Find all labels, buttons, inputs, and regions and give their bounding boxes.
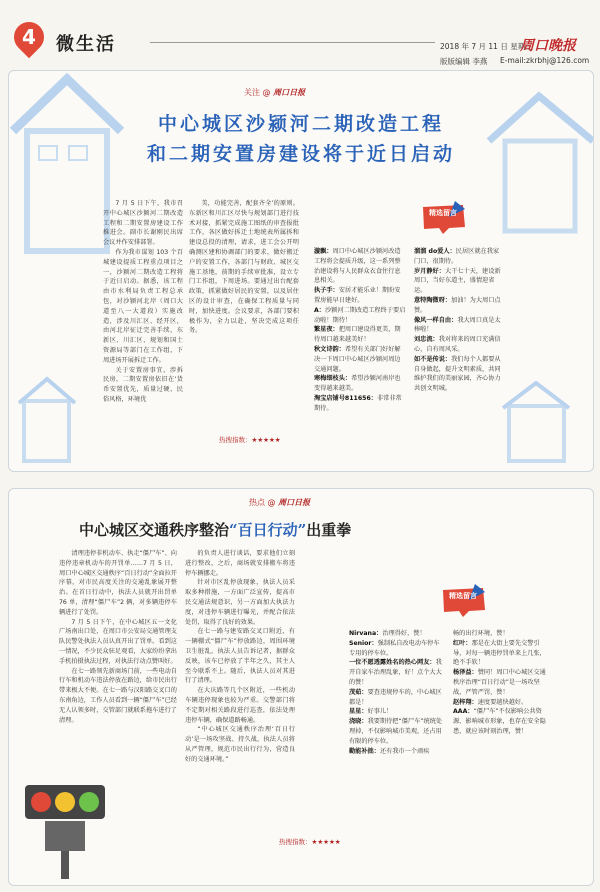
reader-comment bbox=[349, 747, 445, 757]
story-1-body-col2 bbox=[189, 199, 299, 431]
comment-text: 治理得好，赞！ bbox=[382, 630, 426, 637]
story-1-comment-sticker-label: 精选留言 bbox=[429, 209, 457, 217]
comment-text: 民居区就在我家门口，很期待。 bbox=[414, 248, 500, 265]
body-paragraph: 关于安置房事宜，涉拆民房，二期安置房依旧在‘货币安置优先，质量过硬，民俗风格，环境优 bbox=[103, 366, 183, 403]
comment-author: 岁月静好： bbox=[414, 267, 445, 275]
reader-comment bbox=[314, 325, 406, 345]
comment-text: 沙颍河二期改造工程终于要启动啦！期待！ bbox=[314, 306, 406, 324]
story-1-comment-sticker-icon bbox=[419, 201, 467, 235]
story-2-comment-sticker-label: 精选留言 bbox=[449, 592, 477, 600]
headline-quote: “百日行动” bbox=[229, 521, 307, 539]
story-2-comment-sticker-icon bbox=[439, 584, 487, 618]
comment-text: 强制私自改电动车停车专用的停车位。 bbox=[349, 639, 440, 657]
header-rule bbox=[150, 42, 435, 43]
story-2-headline bbox=[79, 519, 351, 540]
comment-text: 安居才能乐业！期盼安置房能早日建好。 bbox=[314, 287, 401, 304]
comment-text: 我对将来的周口充满信心，自有周风采。 bbox=[414, 336, 501, 353]
body-paragraph: “中心城区交通秩序治理‘百日行动’是一场攻坚战、持久战，执法人员将从严管理，规范市民出行行为，营造良好的交通环境。” bbox=[185, 726, 295, 763]
story-1-comments-col1 bbox=[314, 247, 406, 447]
editor-email: E-mail:zkrbhj@126.com bbox=[500, 56, 590, 65]
story-2-comments-col1 bbox=[349, 629, 445, 869]
body-paragraph: 的负责人进行谈话，要求他们立刻进行整改，之后，商场就安排搬车将违停车辆挪走。 bbox=[185, 550, 295, 577]
comment-text: 那是在大街上要先交警引导，对每一辆违停罚单来上几张，绝不手软！ bbox=[453, 639, 546, 667]
reader-comment bbox=[414, 316, 504, 336]
reader-comment bbox=[314, 286, 406, 306]
reader-comment bbox=[349, 688, 445, 708]
comment-author: Senior： bbox=[349, 639, 378, 647]
reader-comment bbox=[314, 394, 406, 414]
comment-author: 寒梅细枝头： bbox=[314, 375, 352, 383]
comment-author: 茂茹： bbox=[349, 688, 368, 696]
reader-comment bbox=[453, 698, 547, 708]
comment-text: 希望有关部门好好解决一下周口中心城区沙颍河周边交通问题。 bbox=[314, 345, 401, 373]
story-2-hot-index: 热搜指数：★★★★★ bbox=[279, 838, 341, 846]
comment-text: 希望沙颍河南岸也变得越来越美。 bbox=[314, 375, 401, 393]
comment-text: 我大周口真是太棒啦！ bbox=[414, 316, 501, 334]
story-1-hot-index: 热搜指数：★★★★★ bbox=[219, 436, 281, 444]
story-2-comments-col2 bbox=[453, 629, 547, 829]
body-paragraph: 在七一路领先新商场门前，一些电动自行车和机动车违法停放在路边，给市民出行带来极大不便。在七一路与汉阳路交叉口的东南角边，工作人员看到一辆“僵尸车”已经无人认领多时，交管部门就联系拖车进行了清理。 bbox=[59, 667, 177, 724]
comment-text: 加油！为大周口点赞。 bbox=[414, 296, 501, 314]
traffic-light-icon bbox=[21, 779, 111, 879]
reader-comment bbox=[414, 355, 504, 394]
comment-author: 星星： bbox=[349, 708, 368, 716]
comment-text: 速度要越快越好。 bbox=[477, 698, 528, 706]
story-panel-1 bbox=[8, 70, 594, 472]
kicker-label: 关注 bbox=[244, 88, 260, 97]
story-panel-2 bbox=[8, 488, 594, 886]
body-paragraph: 在七一路与建安路交叉口附近，有一辆棚式“僵尸车”停放路边，周围环境卫生脏乱，执法人员告诉记者，据群众反映，该车已停放了半年之久，其主人至今联系不上。随后，执法人员对其进行了清理。 bbox=[185, 628, 295, 685]
comment-author: 刘忠流： bbox=[414, 336, 439, 344]
reader-comment bbox=[349, 629, 445, 639]
comment-text: “僵尸车”不仅影响公共资源、影响城市形象，也存在安全隐患，就应该时刻治理，赞！ bbox=[453, 708, 546, 735]
reader-comment bbox=[453, 639, 547, 668]
body-paragraph: 在大庆路等几个区附近，一些机动车辆违停现象也较为严重。交警部门将不定期对相关路段进行巡查，依法处理违停车辆，确保道路畅通。 bbox=[185, 687, 295, 724]
comment-text: 我们每个人都要从自身做起，提升文明素质，共同维护我们的美丽家园，齐心协力共创文明城。 bbox=[414, 355, 501, 393]
reader-comment bbox=[453, 668, 547, 697]
comment-text: 我开自家车治理乱象，好！点个大大的赞！ bbox=[349, 659, 442, 686]
comment-author: 一位不愿透露姓名的热心网友： bbox=[349, 659, 436, 667]
comment-author: 漩飘： bbox=[314, 248, 333, 255]
story-1-headline-line2: 和二期安置房建设将于近日启动 bbox=[146, 143, 455, 165]
reader-comment bbox=[314, 306, 406, 326]
body-paragraph: 7 月 5 日下午，在中心城区五一文化广场南出口处，在周口市公安局交通管理支队民警处执法人员认真开出了罚单。看到这一情况，不少民众驻足观看，大家纷纷拿出手机拍摄执法过程，对执法行动点赞叫好。 bbox=[59, 618, 177, 665]
comment-text: 还有我市一个顽疾 bbox=[379, 747, 430, 755]
story-1-kicker: 关注 @ 周口日报 bbox=[244, 88, 306, 97]
story-1-body-col1 bbox=[103, 199, 183, 431]
headline-part-2: 出重拳 bbox=[306, 521, 352, 539]
comment-author: 如不是传说： bbox=[414, 355, 452, 363]
comment-author: 淘宝店铺号811656： bbox=[314, 394, 377, 402]
body-paragraph: 作为我市谋划 103 个百城建设提质工程重点项目之一，沙颍河二期改造工程将于近日启动。据悉，该工程由市水利局负责工程总承包，对沙颍河北岸（周口大道至八一大道段）实施改造，涉及川汇区、经开区，由河北岸征迁完善手续，东新区、川汇区、规划和国土资源局等部门在工作组，下周进场开展拆迁工作。 bbox=[103, 248, 183, 364]
issue-date: 2018 年 7 月 11 日 星期三 bbox=[440, 42, 533, 51]
kicker-brand: 周口日报 bbox=[273, 88, 306, 97]
comment-text: 把周口建设得更美，期待周口越来越美好！ bbox=[314, 326, 401, 344]
story-2-kicker: 热点 @ 周口日报 bbox=[249, 498, 311, 507]
body-paragraph: 针对市区乱停放现象，执法人员采取多种措施，一方面广泛宣传，提高市民交通法规意识，另一方面加大执法力度，对违停车辆进行曝光，并配合依法处罚，取得了良好的效果。 bbox=[185, 579, 295, 626]
comment-author: A： bbox=[314, 306, 325, 314]
story-1-comments-col2 bbox=[414, 247, 504, 447]
body-paragraph: 美，功能完善，配套齐全’的原则。东新区和川汇区尽快与规划部门进行技术对接，抓紧完成施工图纸的审查报批工作，各区做好拆迁土地统表所属拆和建设总投的清理，请求，进工会公开明确测区建和协调部门的要求，做好搬迁户的安置工作，各部门与财政、城区交施工基地，前期的手续审批准，设立专门工作组，下周进场。要通过出台配套政策，抓紧做好居民的安置，以及居住区的设计审查，在确保工程质量与同时，加快进度。会议要求，各部门要积极作为，全力以赴，坚决完成这项任务。 bbox=[189, 200, 299, 335]
reader-comment bbox=[414, 296, 504, 316]
section-title: 微生活 bbox=[56, 34, 116, 55]
comment-author: AAA： bbox=[453, 708, 474, 716]
comment-author: 像风一样自由： bbox=[414, 316, 458, 324]
reader-comment bbox=[314, 345, 406, 374]
page-number: 4 bbox=[22, 25, 36, 49]
story-1-headline-line1: 中心城区沙颍河二期改造工程 bbox=[157, 113, 444, 135]
comment-author: 意特陶微呀： bbox=[414, 296, 452, 304]
reader-comment bbox=[349, 707, 445, 717]
body-paragraph: 7 月 5 日下午，我市召开中心城区沙颍河二期改造工程和二期安置房建设工作推进会。副市长谢刚民出席会议并作安排部署。 bbox=[103, 200, 183, 247]
reader-comment bbox=[453, 707, 547, 736]
comment-author: 溜溜 do爱人： bbox=[414, 248, 456, 255]
reader-comment bbox=[349, 639, 445, 659]
comment-text: 畅的出行环境，赞！ bbox=[453, 630, 509, 637]
reader-comment bbox=[349, 658, 445, 687]
kicker-label: 热点 bbox=[249, 498, 265, 507]
comment-text: 非常非常期待。 bbox=[314, 394, 402, 412]
comment-text: 周口中心城区沙颍河改造工程将会提质升级，这一系列整治建设将与人民群众衣食住行息息相关。 bbox=[314, 248, 401, 285]
page-header bbox=[0, 0, 600, 66]
comment-author: Nirvana： bbox=[349, 630, 383, 637]
comment-text: 赞同！周口中心城区交通秩序治理“百日行动”是一场攻坚战，严管严罚，赞！ bbox=[453, 669, 546, 696]
comment-author: 红叶： bbox=[453, 639, 472, 647]
comment-text: 我要期待把“僵尸车”统统处理掉，不仅影响城市美观，还占用有限的停车位。 bbox=[349, 718, 443, 745]
comment-author: 勤能补拙： bbox=[349, 747, 380, 755]
headline-part-1: 中心城区交通秩序整治 bbox=[79, 521, 230, 539]
reader-comment bbox=[414, 335, 504, 355]
comment-author: 执子手： bbox=[314, 287, 339, 295]
comment-author: 赵梓翔： bbox=[453, 698, 478, 706]
reader-comment bbox=[453, 629, 547, 639]
story-2-body-col2 bbox=[185, 549, 295, 829]
editor-credit: 版版编辑 李燕 bbox=[440, 57, 488, 66]
comment-text: 好事儿！ bbox=[367, 708, 393, 716]
comment-text: 要查违规停车的，中心城区都是！ bbox=[349, 688, 442, 706]
reader-comment bbox=[414, 247, 504, 267]
body-paragraph: 清理违停非机动车、执走“僵尸车”、向违停违章机动车的开罚单……7 月 5 日，周口中心城区交通秩序“百日行动”全面拉开序幕，对市民高度关注的交通乱象展开整治。在首日行动中，执法人员就开出罚单 76 单，清理“僵尸车”2 辆，对多辆违停车辆进行了处罚。 bbox=[59, 550, 177, 616]
comment-author: 秋文诗韵： bbox=[314, 345, 345, 353]
comment-author: 繁星夜： bbox=[314, 326, 339, 334]
comment-text: 大干七十天，建设新周口，当好东道主，盛情迎省运。 bbox=[414, 267, 501, 295]
reader-comment bbox=[314, 247, 406, 286]
comment-author: 浇晓： bbox=[349, 718, 368, 726]
reader-comment bbox=[414, 267, 504, 296]
newspaper-logo: 周口晚报 bbox=[520, 38, 576, 54]
kicker-brand: 周口日报 bbox=[278, 498, 311, 507]
comment-author: 杨泽益： bbox=[453, 669, 478, 677]
reader-comment bbox=[349, 717, 445, 746]
reader-comment bbox=[314, 374, 406, 394]
